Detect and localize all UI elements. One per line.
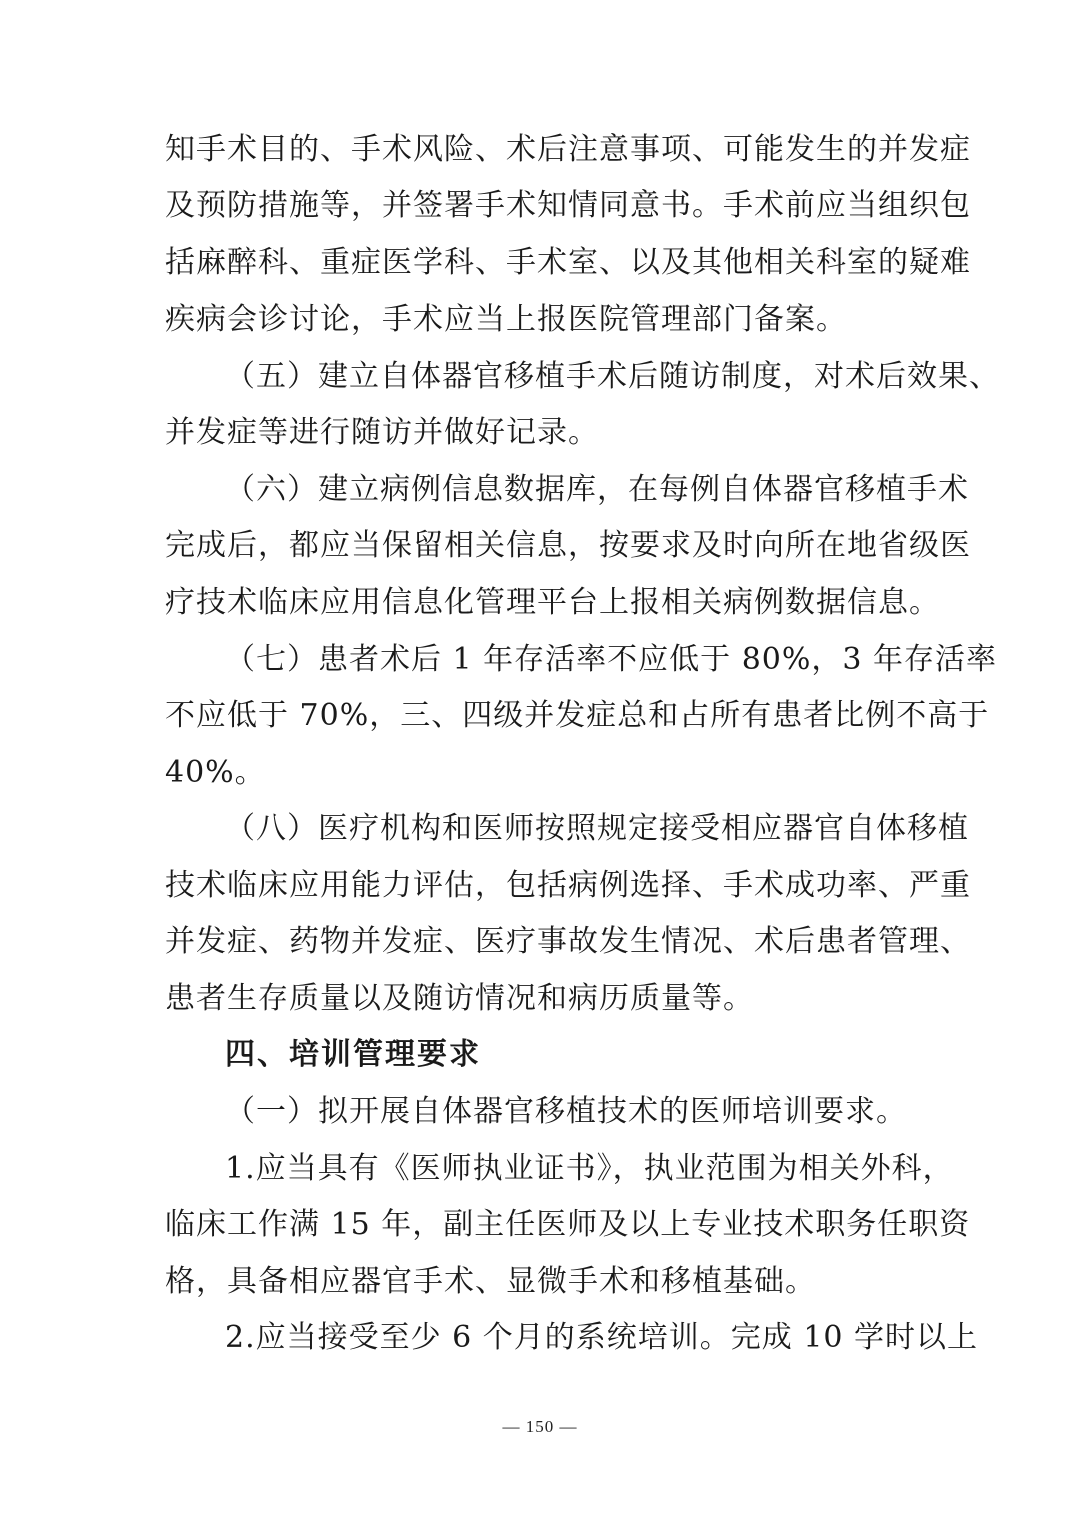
text-line: 患者生存质量以及随访情况和病历质量等。 [165, 981, 754, 1016]
text-line: 格，具备相应器官手术、显微手术和移植基础。 [165, 1264, 816, 1299]
paragraph-start-line: （六）建立病例信息数据库，在每例自体器官移植手术 [225, 472, 969, 507]
text-line: 并发症等进行随访并做好记录。 [165, 415, 599, 450]
text-line: 不应低于 70%，三、四级并发症总和占所有患者比例不高于 [165, 698, 990, 733]
text-line: 及预防措施等，并签署手术知情同意书。手术前应当组织包 [165, 188, 971, 223]
text-line: 知手术目的、手术风险、术后注意事项、可能发生的并发症 [165, 132, 971, 167]
page-number: — 150 — [502, 1417, 578, 1436]
text-line: 疗技术临床应用信息化管理平台上报相关病例数据信息。 [165, 585, 940, 620]
paragraph-start-line: （八）医疗机构和医师按照规定接受相应器官自体移植 [225, 811, 969, 846]
subsection-heading: （一）拟开展自体器官移植技术的医师培训要求。 [225, 1094, 907, 1129]
text-line: 40%。 [165, 755, 266, 790]
paragraph-start-line: （五）建立自体器官移植手术后随访制度，对术后效果、 [225, 359, 1000, 394]
text-line: 括麻醉科、重症医学科、手术室、以及其他相关科室的疑难 [165, 245, 971, 280]
section-heading: 四、培训管理要求 [225, 1037, 481, 1072]
paragraph-start-line: 1.应当具有《医师执业证书》，执业范围为相关外科， [225, 1151, 954, 1186]
text-line: 完成后，都应当保留相关信息，按要求及时向所在地省级医 [165, 528, 971, 563]
text-line: 临床工作满 15 年，副主任医师及以上专业技术职务任职资 [165, 1207, 971, 1242]
paragraph-start-line: （七）患者术后 1 年存活率不应低于 80%，3 年存活率 [225, 642, 997, 677]
text-line: 疾病会诊讨论，手术应当上报医院管理部门备案。 [165, 302, 847, 337]
text-line: 技术临床应用能力评估，包括病例选择、手术成功率、严重 [165, 868, 971, 903]
text-line: 并发症、药物并发症、医疗事故发生情况、术后患者管理、 [165, 924, 971, 959]
paragraph-start-line: 2.应当接受至少 6 个月的系统培训。完成 10 学时以上 [225, 1320, 979, 1355]
